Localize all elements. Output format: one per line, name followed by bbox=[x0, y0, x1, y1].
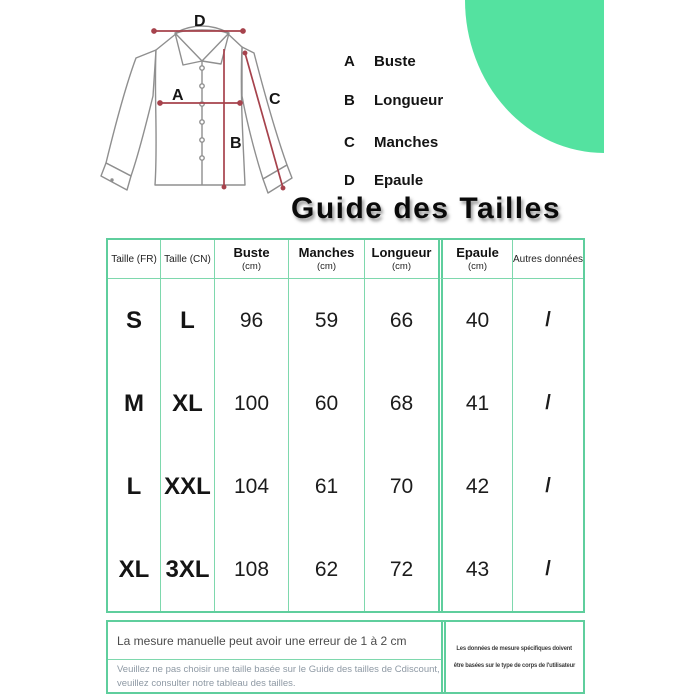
note-body-type-line2: être basées sur le type de corps de l'utilisateur bbox=[453, 662, 576, 669]
table-cell: / bbox=[512, 445, 583, 528]
legend-key-a: A bbox=[344, 52, 355, 70]
col-header-autres: Autres données bbox=[512, 240, 583, 279]
legend-key-d: D bbox=[344, 171, 355, 189]
note-measure-error: La mesure manuelle peut avoir une erreur de 1 à 2 cm bbox=[108, 622, 441, 660]
table-cell: 41 bbox=[438, 362, 512, 445]
col-header-taille-fr: Taille (FR) bbox=[108, 240, 160, 279]
legend-item-manches bbox=[344, 133, 438, 151]
table-cell: M bbox=[124, 389, 144, 417]
size-table bbox=[106, 238, 585, 613]
decorative-green-circle bbox=[465, 0, 604, 153]
table-cell: 59 bbox=[288, 279, 364, 362]
diagram-label-c: C bbox=[269, 91, 281, 108]
table-cell: 70 bbox=[364, 445, 438, 528]
note-body-type-line1: Les données de mesure spécifiques doivent bbox=[456, 645, 573, 652]
table-cell: / bbox=[512, 362, 583, 445]
legend-key-b: B bbox=[344, 91, 355, 109]
table-cell: 72 bbox=[364, 528, 438, 611]
legend-label-epaule: Epaule bbox=[374, 171, 424, 189]
table-cell: 100 bbox=[214, 362, 288, 445]
table-cell: 96 bbox=[214, 279, 288, 362]
table-cell: L bbox=[160, 279, 214, 362]
table-cell: 62 bbox=[288, 528, 364, 611]
legend-key-c: C bbox=[344, 133, 355, 151]
table-cell: 40 bbox=[438, 279, 512, 362]
table-cell: S bbox=[125, 306, 142, 334]
table-cell: 42 bbox=[438, 445, 512, 528]
legend-label-manches: Manches bbox=[374, 133, 439, 151]
table-cell: 60 bbox=[288, 362, 364, 445]
table-cell: / bbox=[512, 279, 583, 362]
table-cell: 43 bbox=[438, 528, 512, 611]
diagram-label-a: A bbox=[172, 87, 184, 104]
table-cell: 68 bbox=[364, 362, 438, 445]
shirt-outline bbox=[101, 26, 292, 193]
legend-item-longueur bbox=[344, 91, 443, 109]
table-cell: L bbox=[126, 472, 142, 500]
legend-item-buste bbox=[344, 52, 416, 70]
col-header-epaule: Epaule (cm) bbox=[438, 240, 512, 279]
col-header-taille-cn: Taille (CN) bbox=[160, 240, 214, 279]
legend-item-epaule bbox=[344, 171, 423, 189]
table-cell: 3XL bbox=[160, 528, 214, 611]
diagram-label-b: B bbox=[230, 135, 242, 152]
table-cell: XXL bbox=[160, 445, 214, 528]
col-header-longueur: Longueur (cm) bbox=[364, 240, 438, 279]
note-body-type bbox=[441, 622, 583, 692]
table-cell: 108 bbox=[214, 528, 288, 611]
diagram-label-d: D bbox=[194, 13, 206, 30]
table-cell: XL bbox=[118, 555, 150, 583]
table-cell: XL bbox=[160, 362, 214, 445]
table-cell: 66 bbox=[364, 279, 438, 362]
table-cell: / bbox=[512, 528, 583, 611]
legend-label-buste: Buste bbox=[374, 52, 416, 70]
table-cell: 61 bbox=[288, 445, 364, 528]
note-size-advice bbox=[108, 660, 441, 692]
col-header-manches: Manches (cm) bbox=[288, 240, 364, 279]
table-cell: 104 bbox=[214, 445, 288, 528]
note-size-advice-line1: Veuillez ne pas choisir une taille basée sur le Guide des tailles de Cdiscount, bbox=[117, 663, 440, 675]
page-title: Guide des Tailles bbox=[290, 192, 562, 225]
shirt-measurement-diagram bbox=[90, 4, 330, 210]
col-header-buste: Buste (cm) bbox=[214, 240, 288, 279]
notes-left bbox=[108, 622, 441, 692]
legend-label-longueur: Longueur bbox=[374, 91, 444, 109]
notes-box bbox=[106, 620, 585, 694]
note-size-advice-line2: veuillez consulter notre tableau des tailles. bbox=[117, 677, 296, 689]
